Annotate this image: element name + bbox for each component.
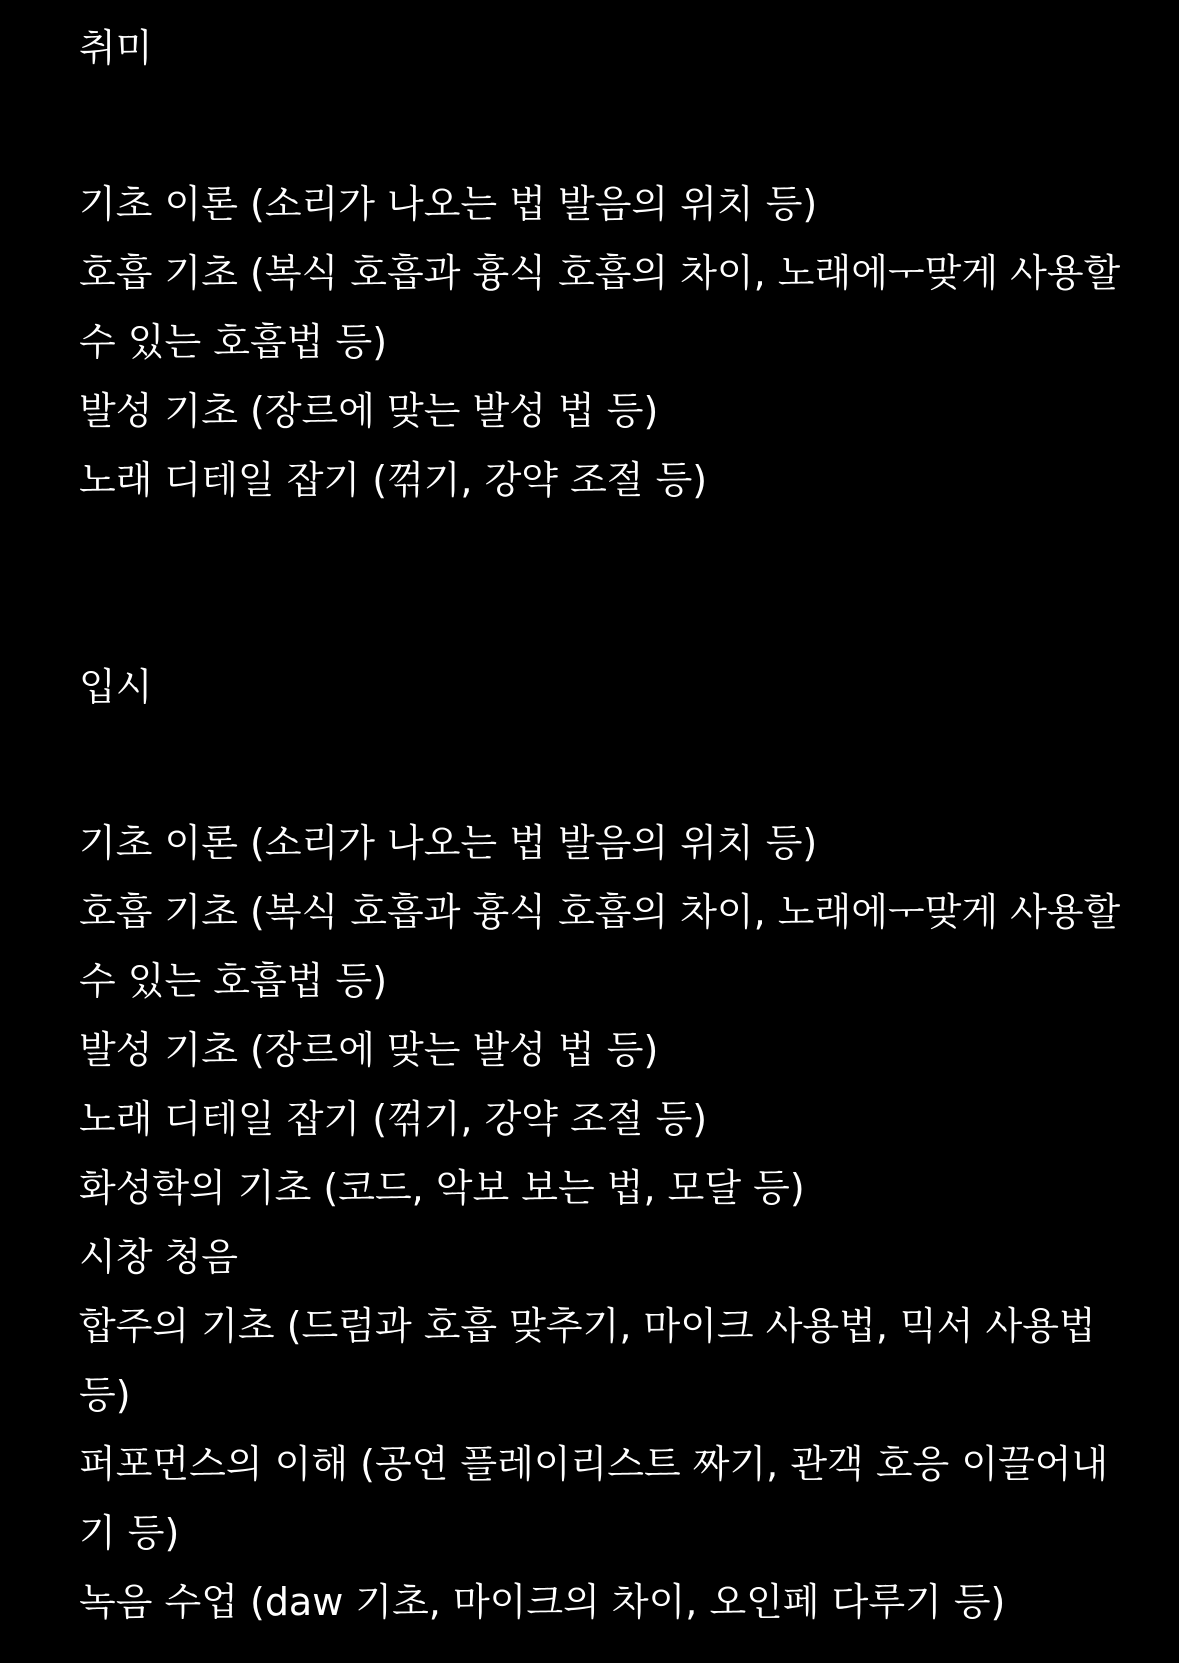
item-list (79, 170, 1139, 515)
list-item: 기초 이론 (소리가 나오는 법 발음의 위치 등) (79, 821, 818, 865)
list-item: 호흡 기초 (복식 호흡과 흉식 호흡의 차이, 노래에ᅮ맞게 사용할 수 있는 호흡법 등) (79, 890, 1121, 1003)
list-item: 화성학의 기초 (코드, 악보 보는 법, 모달 등) (79, 1166, 805, 1210)
list-item: 퍼포먼스의 이해 (공연 플레이리스트 짜기, 관객 호응 이끌어내기 등) (79, 1442, 1109, 1555)
list-item: 발성 기초 (장르에 맞는 발성 법 등) (79, 1028, 659, 1072)
list-item: 합주의 기초 (드럼과 호흡 맞추기, 마이크 사용법, 믹서 사용법 등) (79, 1304, 1096, 1417)
list-item: 노래 디테일 잡기 (꺾기, 강약 조절 등) (79, 458, 708, 502)
document-body (79, 0, 1139, 1637)
list-item: 기초 이론 (소리가 나오는 법 발음의 위치 등) (79, 182, 818, 226)
spacer (79, 722, 1139, 809)
section-hobby (79, 14, 1139, 515)
section-title: 취미 (79, 26, 153, 70)
list-item: 녹음 수업 (daw 기초, 마이크의 차이, 오인페 다루기 등) (79, 1580, 1006, 1624)
spacer (79, 83, 1139, 170)
list-item: 호흡 기초 (복식 호흡과 흉식 호흡의 차이, 노래에ᅮ맞게 사용할 수 있는 호흡법 등) (79, 251, 1121, 364)
section-entrance-exam (79, 653, 1139, 1637)
list-item: 노래 디테일 잡기 (꺾기, 강약 조절 등) (79, 1097, 708, 1141)
item-list (79, 809, 1139, 1637)
spacer (79, 515, 1139, 653)
section-title: 입시 (79, 665, 153, 709)
list-item: 발성 기초 (장르에 맞는 발성 법 등) (79, 389, 659, 433)
list-item: 시창 청음 (79, 1235, 238, 1279)
